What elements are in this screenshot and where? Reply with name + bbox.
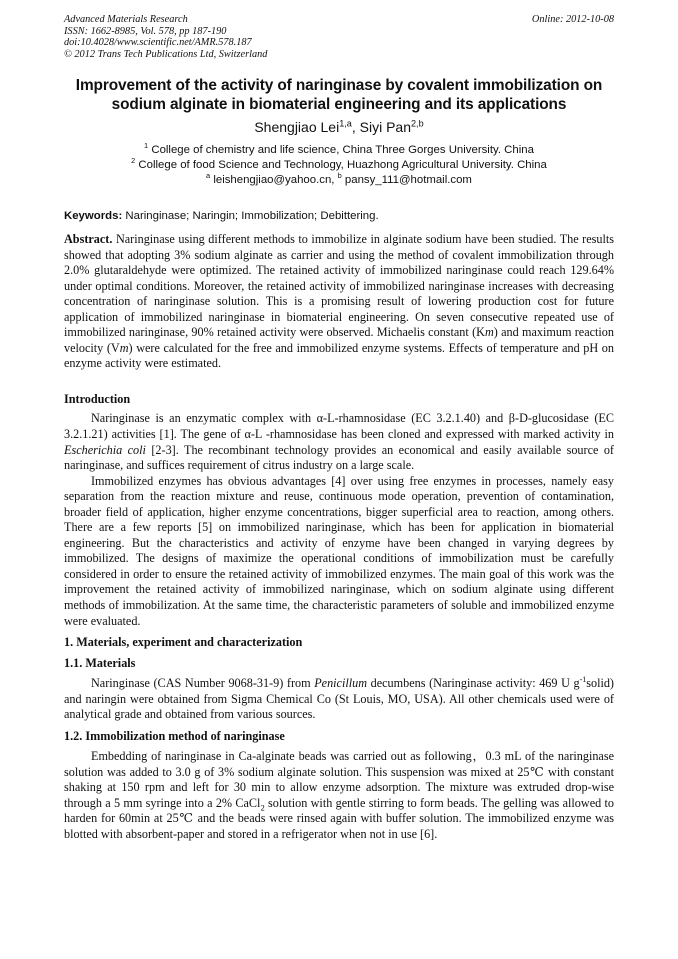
author-separator: , bbox=[351, 119, 360, 135]
affiliation-text: College of food Science and Technology, Huazhong Agricultural University. China bbox=[135, 159, 547, 171]
paper-page bbox=[64, 14, 614, 843]
email-mark: b bbox=[337, 171, 342, 181]
affiliation-text: College of chemistry and life science, China Three Gorges University. China bbox=[148, 144, 534, 156]
formula-subscript: 2 bbox=[260, 802, 265, 813]
unit-superscript: -1 bbox=[579, 675, 587, 685]
section-1-2-heading: 1.2. Immobilization method of naringinase bbox=[64, 728, 285, 743]
email-b[interactable]: pansy_111@hotmail.com bbox=[341, 174, 472, 186]
journal-name: Advanced Materials Research bbox=[64, 14, 188, 25]
materials-paragraph bbox=[64, 676, 614, 723]
affiliation-mark: 1 bbox=[144, 141, 149, 151]
immobilization-paragraph bbox=[64, 749, 614, 842]
abstract-text: Naringinase using different methods to immobilize in alginate sodium have been studied. The results showed that adopting 3% sodium alginate as carrier and using the method of covalent immobilization through 2.0% glutaraldehyde were optimized. The retained activity of immobilized naringinase could reach 129.64% under optimal conditions. Moreover, the retained activity of immobilized naringinase increases with decreasing concentration of naringinase solution. This is a promising result of lowering production cost for future application of immobilized naringinase in biomaterial engineering. On seven consecutive repeated use of immobilized naringinase, 90% retained activity were observed. Michaelis constant (K bbox=[64, 232, 614, 340]
vm-italic: m bbox=[119, 340, 129, 355]
affiliations bbox=[64, 143, 614, 188]
email-mark: a bbox=[206, 171, 211, 181]
intro-paragraph-2: Immobilized enzymes has obvious advantages [4] over using free enzymes in processes, namely easy separation from the reaction mixture and reuse, continuous mode operation, prevention of contamination, broader field of application, higher enzyme concentrations, bigger superficial area to reaction, among others. There are a few reports [5] on immobilized naringinase, which has been for application in biomaterial engineering. But the characteristics and activity of enzyme have been changed in varying degrees by immobilized. The designs of maximize the operational conditions of immobilization must be carefully considered in order to ensure the retained activity of immobilized enzymes. The main goal of this work was the improvement the retained activity of immobilized naringinase, which on sodium alginate using different methods of immobilization. At the same time, the characteristic parameters of soluble and immobilized enzyme were evaluated. bbox=[64, 473, 614, 628]
species-italic: Escherichia coli bbox=[64, 442, 146, 457]
paragraph-text: solid) and naringin were obtained from Sigma Chemical Co (St Louis, MO, USA). All other chemicals used were of analytical grade and obtained from various sources. bbox=[64, 676, 614, 722]
section-1-1-heading: 1.1. Materials bbox=[64, 655, 136, 670]
author-superscript: 1,a bbox=[339, 118, 352, 129]
km-italic: m bbox=[484, 325, 494, 340]
intro-paragraph-1 bbox=[64, 411, 614, 473]
title-line-1: Improvement of the activity of naringinase by covalent immobilization on bbox=[75, 77, 603, 94]
abstract-text: ) and maximum reaction velocity (V bbox=[64, 325, 614, 355]
author-superscript: 2,b bbox=[411, 118, 424, 129]
author-name: Shengjiao Lei bbox=[254, 119, 340, 135]
email-a[interactable]: leishengjiao@yahoo.cn, bbox=[210, 174, 338, 186]
issn-line: ISSN: 1662-8985, Vol. 578, pp 187-190 bbox=[64, 25, 227, 37]
paper-title bbox=[64, 76, 614, 114]
paragraph-text: Naringinase is an enzymatic complex with α-L-rhamnosidase (EC 3.2.1.40) and β-D-glucosidase (EC 3.2.1.21) activities [1]. The gene of α-L -rhamnosidase has been cloned and expressed with marked activity in bbox=[64, 411, 614, 441]
abstract-text: ) were calculated for the free and immobilized enzyme systems. Effects of temperature and pH on enzyme activity were estimated. bbox=[64, 340, 614, 371]
online-date: Online: 2012-10-08 bbox=[531, 14, 614, 25]
species-italic: Penicillum bbox=[314, 676, 368, 691]
copyright-line: © 2012 Trans Tech Publications Ltd, Switzerland bbox=[64, 48, 268, 60]
abstract-label: Abstract. bbox=[64, 232, 113, 246]
author-emails bbox=[64, 173, 614, 188]
paragraph-text: decumbens (Naringinase activity: 469 U g bbox=[367, 676, 580, 691]
affiliation-mark: 2 bbox=[131, 156, 136, 166]
keywords-label: Keywords: bbox=[64, 210, 123, 222]
keywords bbox=[64, 209, 614, 224]
keywords-text: Naringinase; Naringin; Immobilization; Debittering. bbox=[122, 210, 379, 222]
paragraph-text: solution with gentle stirring to form beads. The gelling was allowed to harden for 60min at 25℃ and the beads were rinsed again with buffer solution. The immobilized enzyme was blotted with absorbent-paper and stored in a refrigerator when not in use [6]. bbox=[64, 795, 614, 841]
doi-line: doi:10.4028/www.scientific.net/AMR.578.187 bbox=[64, 37, 252, 48]
affiliation-1 bbox=[64, 143, 614, 158]
abstract bbox=[64, 232, 614, 372]
section-1-heading: 1. Materials, experiment and characterization bbox=[64, 635, 303, 650]
paragraph-text: Embedding of naringinase in Ca-alginate beads was carried out as following，0.3 mL of the naringinase solution was added to 3.0 g of 3% sodium alginate solution. This suspension was mixed at 25℃ with constant shaking at 150 rpm and left for 30 min to allow enzyme adsorption. The mixture was extruded drop-wise through a 5 mm syringe into a 2% CaCl bbox=[64, 749, 614, 810]
author-list bbox=[64, 118, 614, 136]
journal-header bbox=[64, 14, 614, 60]
paragraph-text: [2-3]. The recombinant technology provides an economical and easily available source of naringinase, and suffices requirement of citrus industry on a large scale. bbox=[64, 442, 614, 473]
title-line-2: sodium alginate in biomaterial engineering and its applications bbox=[111, 96, 567, 113]
author-name: Siyi Pan bbox=[359, 119, 411, 135]
introduction-heading: Introduction bbox=[64, 391, 131, 406]
paragraph-text: Naringinase (CAS Number 9068-31-9) from bbox=[91, 676, 315, 691]
